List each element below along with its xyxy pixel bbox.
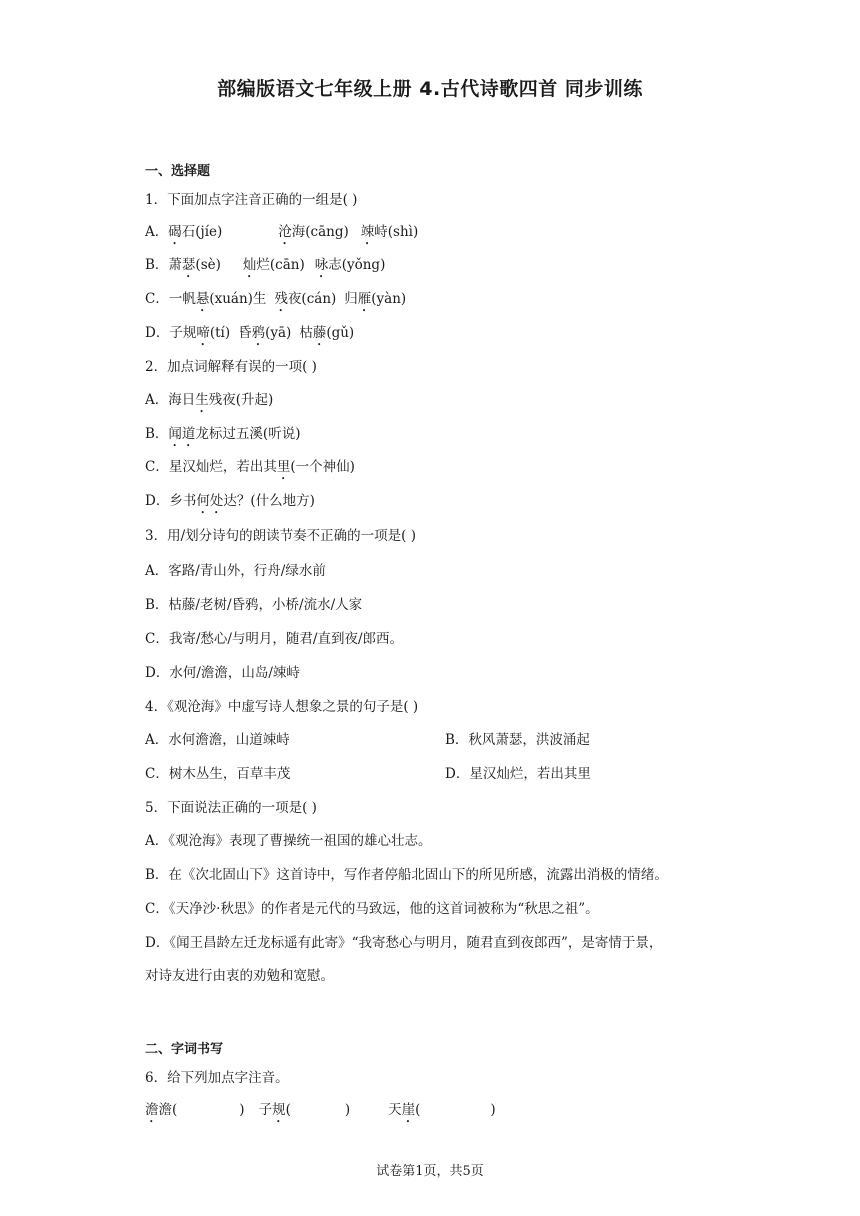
page-footer: 试卷第1页，共5页 (376, 1164, 484, 1179)
question-3-option-b: B．枯藤/老树/昏鸦，小桥/流水/人家 (145, 597, 363, 613)
question-1-option-b: B．萧瑟(sè) 灿烂(cān) 咏志(yǒng) (145, 257, 386, 273)
question-2-option-c: C．星汉灿烂，若出其里(一个神仙) (145, 459, 355, 475)
question-4-option-b: B．秋风萧瑟，洪波涌起 (445, 732, 590, 748)
question-3-stem: 3．用/划分诗句的朗读节奏不正确的一项是( ) (145, 528, 416, 544)
question-5-option-c: C．《天净沙·秋思》的作者是元代的马致远，他的这首词被称为“秋思之祖”。 (145, 901, 599, 917)
question-5-option-d: D．《闻王昌龄左迁龙标遥有此寄》“我寄愁心与明月，随君直到夜郎西”，是寄情于景， (145, 935, 663, 951)
question-2-option-b: B．闻道龙标过五溪(听说) (145, 426, 301, 442)
question-2-stem: 2．加点词解释有误的一项( ) (145, 359, 317, 375)
question-4-option-a: A．水何澹澹，山道竦峙 (145, 732, 290, 748)
question-3-option-a: A．客路/青山外，行舟/绿水前 (145, 563, 326, 579)
question-3-option-c: C．我寄/愁心/与明月，随君/直到夜/郎西。 (145, 631, 404, 647)
question-6-stem: 6．给下列加点字注音。 (145, 1070, 289, 1086)
section-heading-choice: 一、选择题 (145, 164, 211, 179)
question-1-option-a: A．碣石(jíe) 沧海(cāng) 竦峙(shì) (145, 224, 419, 240)
question-4-option-d: D．星汉灿烂，若出其里 (445, 766, 591, 782)
question-2-option-a: A．海日生残夜(升起) (145, 392, 274, 408)
question-1-option-c: C．一帆悬(xuán)生 残夜(cán) 归雁(yàn) (145, 291, 407, 307)
question-4-stem: 4．《观沧海》中虚写诗人想象之景的句子是( ) (145, 699, 419, 715)
question-1-option-d: D．子规啼(tí) 昏鸦(yā) 枯藤(gǔ) (145, 325, 355, 341)
question-1-stem: 1．下面加点字注音正确的一组是( ) (145, 192, 358, 208)
question-4-option-c: C．树木丛生，百草丰茂 (145, 766, 291, 782)
question-3-option-d: D．水何/澹澹，山岛/竦峙 (145, 665, 300, 681)
question-5-option-b: B．在《次北固山下》这首诗中，写作者停船北固山下的所见所感，流露出消极的情绪。 (145, 867, 668, 883)
question-5-stem: 5．下面说法正确的一项是( ) (145, 800, 317, 816)
page-title: 部编版语文七年级上册 4.古代诗歌四首 同步训练 (217, 78, 643, 100)
question-5-option-d-continued: 对诗友进行由衷的劝勉和宽慰。 (145, 968, 334, 984)
question-5-option-a: A．《观沧海》表现了曹操统一祖国的雄心壮志。 (145, 833, 432, 849)
question-2-option-d: D．乡书何处达？(什么地方) (145, 493, 315, 509)
question-6-blanks: 澹澹( ) 子规( ) 天崖( ) (145, 1102, 496, 1118)
section-heading-writing: 二、字词书写 (145, 1042, 224, 1057)
